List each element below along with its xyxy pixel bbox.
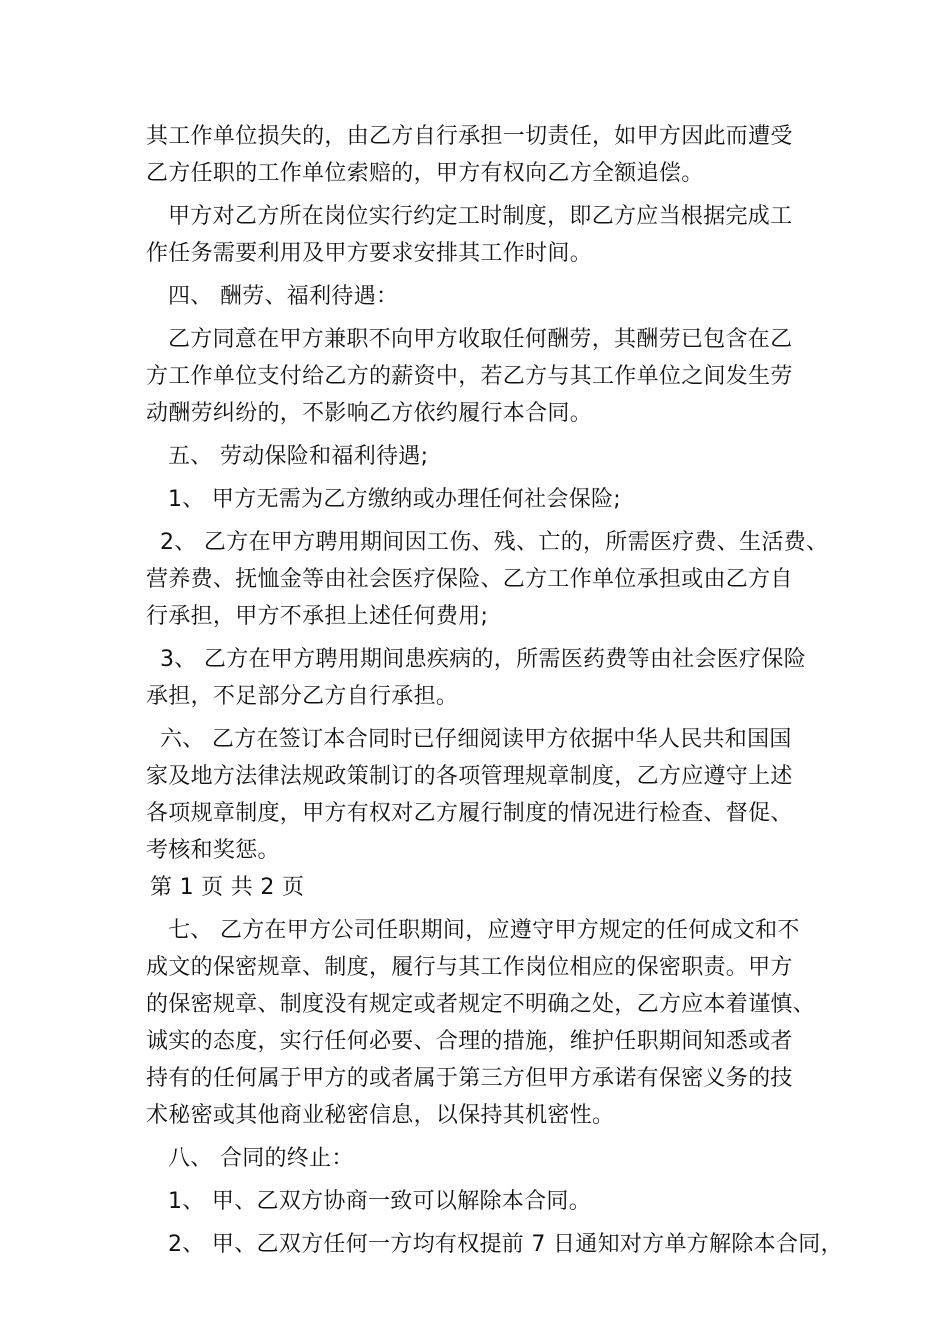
list-item: 2、 甲、乙双方任何一方均有权提前 7 日通知对方单方解除本合同， <box>168 1232 843 1257</box>
text-line: 家及地方法律法规政策制订的各项管理规章制度，乙方应遵守上述 <box>146 764 793 789</box>
text-line: 各项规章制度，甲方有权对乙方履行制度的情况进行检查、督促、 <box>146 801 793 826</box>
text-line: 成文的保密规章、制度，履行与其工作岗位相应的保密职责。甲方 <box>146 955 793 980</box>
text-line: 乙方任职的工作单位索赔的，甲方有权向乙方全额追偿。 <box>146 161 704 186</box>
text-line: 乙方同意在甲方兼职不向甲方收取任何酬劳，其酬劳已包含在乙 <box>168 327 793 352</box>
text-line: 考核和奖惩。 <box>146 838 280 863</box>
list-item: 1、 甲方无需为乙方缴纳或办理任何社会保险; <box>168 487 622 512</box>
text-line: 持有的任何属于甲方的或者属于第三方但甲方承诺有保密义务的技 <box>146 1066 793 1091</box>
list-item: 1、 甲、乙双方协商一致可以解除本合同。 <box>168 1189 591 1214</box>
text-line: 营养费、抚恤金等由社会医疗保险、乙方工作单位承担或由乙方自 <box>146 567 793 592</box>
section-heading: 七、 乙方在甲方公司任职期间，应遵守甲方规定的任何成文和不 <box>168 918 800 943</box>
page-number: 第 1 页 共 2 页 <box>150 875 305 900</box>
section-heading: 八、 合同的终止： <box>168 1146 354 1171</box>
text-line: 其工作单位损失的，由乙方自行承担一切责任，如甲方因此而遭受 <box>146 124 793 149</box>
text-line: 作任务需要利用及甲方要求安排其工作时间。 <box>146 241 593 266</box>
text-line: 诚实的态度，实行任何必要、合理的措施，维护任职期间知悉或者 <box>146 1029 793 1054</box>
section-heading: 四、 酬劳、福利待遇： <box>168 284 399 309</box>
text-line: 承担，不足部分乙方自行承担。 <box>146 684 459 709</box>
text-line: 术秘密或其他商业秘密信息，以保持其机密性。 <box>146 1103 615 1128</box>
list-item: 3、 乙方在甲方聘用期间患疾病的，所需医药费等由社会医疗保险 <box>160 647 806 672</box>
section-heading: 六、 乙方在签订本合同时已仔细阅读甲方依据中华人民共和国国 <box>160 727 792 752</box>
text-line: 甲方对乙方所在岗位实行约定工时制度，即乙方应当根据完成工 <box>168 204 793 229</box>
list-item: 2、 乙方在甲方聘用期间因工伤、残、亡的，所需医疗费、生活费、 <box>160 530 829 555</box>
text-line: 的保密规章、制度没有规定或者规定不明确之处，乙方应本着谨慎、 <box>146 992 816 1017</box>
text-line: 动酬劳纠纷的，不影响乙方依约履行本合同。 <box>146 401 593 426</box>
section-heading: 五、 劳动保险和福利待遇; <box>168 444 429 469</box>
text-line: 行承担，甲方不承担上述任何费用; <box>146 604 489 629</box>
document-body <box>146 118 843 1263</box>
text-line: 方工作单位支付给乙方的薪资中，若乙方与其工作单位之间发生劳 <box>146 364 793 389</box>
